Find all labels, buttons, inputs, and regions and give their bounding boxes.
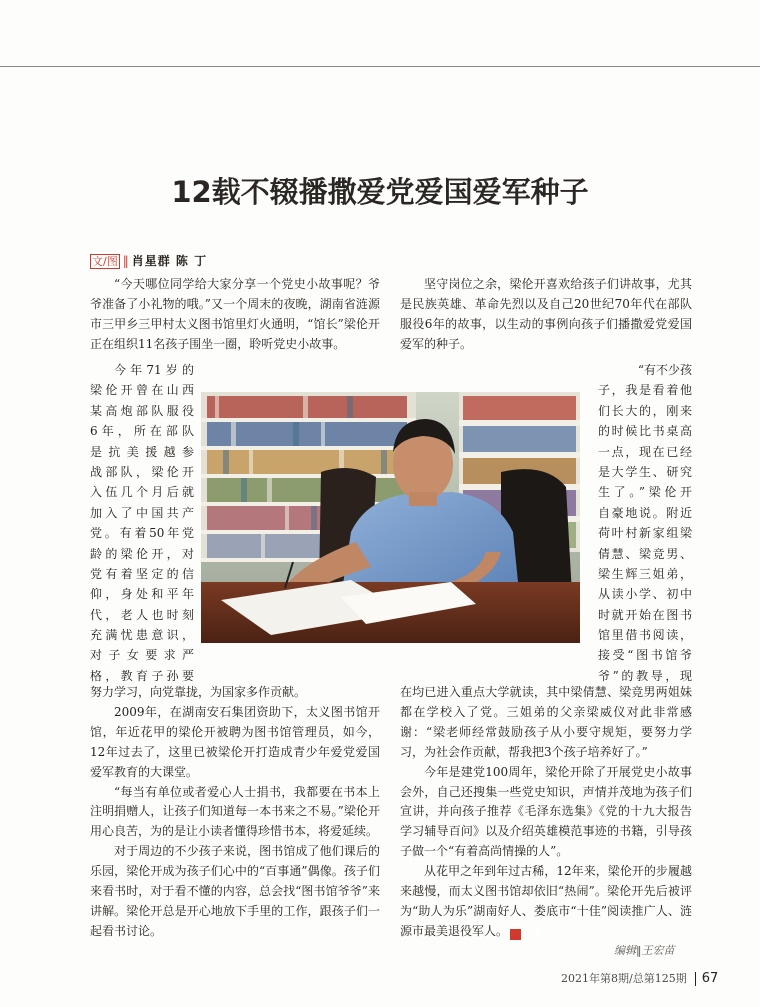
text-line: 从读小学、初中 bbox=[598, 587, 692, 602]
byline-tag: 文/图 bbox=[92, 255, 118, 268]
column-2-bottom bbox=[400, 683, 692, 942]
text-line: 的时候比书桌高 bbox=[598, 424, 692, 439]
text-line: 充满忧患意识， bbox=[90, 628, 194, 643]
column-2-wrap bbox=[598, 360, 692, 686]
column-1-bottom bbox=[90, 683, 380, 942]
header-rule bbox=[0, 66, 760, 67]
text-line: 时就开始在图书 bbox=[598, 607, 692, 622]
text-line: 格，教育子孙要 bbox=[90, 668, 194, 683]
text-line: 是抗美援越参 bbox=[90, 444, 194, 459]
text-line: 今年71岁的 bbox=[114, 363, 194, 377]
text-line: 一点，现在已经 bbox=[598, 444, 692, 459]
column-1-top bbox=[90, 275, 380, 355]
text-line: 自豪地说。附近 bbox=[598, 505, 692, 520]
text-line: 龄的梁伦开，对 bbox=[90, 546, 194, 561]
text-line: 党。有着50年党 bbox=[90, 526, 194, 541]
text-line: 党有着坚定的信 bbox=[90, 566, 194, 581]
text-line: 荷叶村新家组梁 bbox=[598, 526, 692, 541]
end-mark-icon: G bbox=[510, 929, 521, 940]
column-1-wrap bbox=[90, 360, 194, 686]
text-line: 6年，所在部队 bbox=[90, 424, 194, 439]
paragraph: “今天哪位同学给大家分享一个党史小故事呢？爷爷准备了小礼物的哦。”又一个周末的夜晚，湖南省涟源市三甲乡三甲村太义图书馆里灯火通明，“馆长”梁伦开正在组织11名孩子围坐一圈，聆听党史小故事。 bbox=[90, 277, 380, 351]
text-line: 入伍几个月后就 bbox=[90, 485, 194, 500]
paragraph: 2009年，在湖南安石集团资助下，太义图书馆开馆，年近花甲的梁伦开被聘为图书馆管理员，如今，12年过去了，这里已被梁伦开打造成青少年爱党爱国爱军教育的大课堂。 bbox=[90, 704, 380, 779]
text-line: 接受“图书馆爷 bbox=[598, 648, 692, 663]
paragraph: 今年是建党100周年，梁伦开除了开展党史小故事会外，自己还搜集一些党史知识，声情并茂地为孩子们宣讲，并向孩子推荐《毛泽东选集》《党的十九大报告学习辅导百问》以及介绍英雄模范事迹的书籍，引导孩子做一个“有着高尚情操的人”。 bbox=[400, 764, 692, 859]
paragraph-text: 从花甲之年到年过古稀，12年来，梁伦开的步履越来越慢，而太义图书馆却依旧“热闹”。梁伦开先后被评为“助人为乐”湖南好人、娄底市“十佳”阅读推广人、涟源市最美退役军人。 bbox=[400, 864, 692, 938]
text-line: 仰，身处和平年 bbox=[90, 587, 194, 602]
text-line: 倩慧、梁竞男、 bbox=[598, 546, 692, 561]
text-line: 梁生辉三姐弟， bbox=[598, 566, 692, 581]
text-line: 馆里借书阅读， bbox=[598, 628, 692, 643]
photo-illustration bbox=[201, 392, 580, 643]
paragraph: 坚守岗位之余，梁伦开喜欢给孩子们讲故事，尤其是民族英雄、革命先烈以及自己20世纪70年代在部队服役6年的故事，以生动的事例向孩子们播撒爱党爱国爱军的种子。 bbox=[400, 277, 692, 351]
column-2-top bbox=[400, 275, 692, 355]
paragraph: 努力学习，向党靠拢，为国家多作贡献。 bbox=[90, 685, 307, 699]
byline-separator: ‖ bbox=[122, 254, 129, 268]
page-footer bbox=[561, 971, 718, 987]
text-line: 某高炮部队服役 bbox=[90, 403, 194, 418]
issue-info: 2021年第8期/总第125期 bbox=[561, 972, 687, 985]
byline-authors: 肖星群 陈 丁 bbox=[131, 254, 208, 268]
text-line: 梁伦开曾在山西 bbox=[90, 383, 194, 398]
byline bbox=[90, 253, 207, 269]
paragraph: 对于周边的不少孩子来说，图书馆成了他们课后的乐园，梁伦开成为孩子们心中的“百事通”偶像。孩子们来看书时，对于看不懂的内容，总会找“图书馆爷爷”来讲解。梁伦开总是开心地放下手里的工作，跟孩子们一起看书讨论。 bbox=[90, 844, 380, 938]
text-line: 们长大的，刚来 bbox=[598, 403, 692, 418]
paragraph: 在均已进入重点大学就读，其中梁倩慧、梁竞男两姐妹都在学校入了党。三姐弟的父亲梁威仪对此非常感谢：“梁老师经常鼓励孩子从小要守规矩，要努力学习，为社会作贡献，帮我把3个孩子培养好了。” bbox=[400, 685, 692, 759]
footer-divider bbox=[695, 972, 696, 986]
text-line: “有不少孩 bbox=[637, 363, 692, 377]
text-line: 加入了中国共产 bbox=[90, 505, 194, 520]
text-line: 子，我是看着他 bbox=[598, 383, 692, 398]
text-line: 爷”的教导，现 bbox=[598, 668, 692, 683]
paragraph bbox=[400, 862, 692, 942]
text-line: 生了。”梁伦开 bbox=[598, 485, 692, 500]
page-number: 67 bbox=[701, 971, 719, 986]
editor-credit: 编辑‖王宏苗 bbox=[614, 944, 675, 957]
text-line: 战部队，梁伦开 bbox=[90, 464, 194, 479]
text-line: 对子女要求严 bbox=[90, 648, 194, 663]
man-writing-in-library-photo bbox=[201, 392, 580, 643]
paragraph: “每当有单位或者爱心人士捐书，我都要在书本上注明捐赠人，让孩子们知道每一本书来之不易。”梁伦开用心良苦，为的是让小读者懂得珍惜书本，将爱延续。 bbox=[90, 784, 380, 839]
article-title: 12载不辍播撒爱党爱国爱军种子 bbox=[171, 175, 589, 209]
text-line: 是大学生、研究 bbox=[598, 464, 692, 479]
text-line: 代，老人也时刻 bbox=[90, 607, 194, 622]
